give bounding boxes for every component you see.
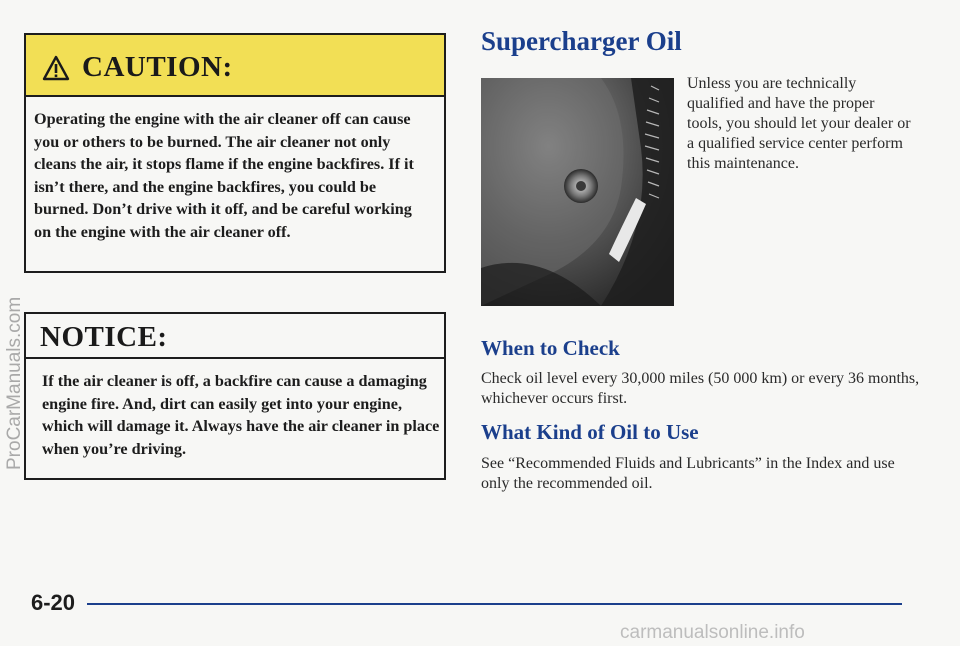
notice-header [26,314,444,359]
bottom-watermark: carmanualsonline.info [620,622,805,643]
caution-body: Operating the engine with the air cleaner off can cause you or others to be burned. The air cleaner not only cleans the air, it stops flame if the engine backfires. If it isn’t there, and the engine backfires, you could be burned. Don’t drive with it off, and be careful working on the engine with the air cleaner off. [34,110,414,241]
warning-triangle-icon [42,55,70,81]
caution-title-text: CAUTION: [82,51,233,83]
notice-box [24,312,446,480]
caution-box [24,33,446,273]
side-watermark: ProCarManuals.com [4,296,25,470]
engine-photo-graphic [481,78,674,306]
engine-photo [481,78,674,306]
when-to-check-body: Check oil level every 30,000 miles (50 000 km) or every 36 months, whichever occurs first. [481,370,920,407]
footer-rule [87,603,902,605]
caution-header [26,35,444,97]
what-kind-body: See “Recommended Fluids and Lubricants” in the Index and use only the recommended oil. [481,455,895,492]
page-number: 6-20 [31,590,76,615]
notice-body: If the air cleaner is off, a backfire can cause a damaging engine fire. And, dirt can easily get into your engine, which will damage it. Always have the air cleaner in place when you’re driving. [42,372,440,458]
what-kind-heading: What Kind of Oil to Use [481,420,699,444]
notice-title: NOTICE: [40,321,168,353]
section-title: Supercharger Oil [481,26,682,56]
section-intro: Unless you are technically qualified and have the proper tools, you should let your dealer or a qualified service center perform this maintenance. [687,75,911,172]
when-to-check-heading: When to Check [481,336,620,360]
caution-title [42,51,233,84]
